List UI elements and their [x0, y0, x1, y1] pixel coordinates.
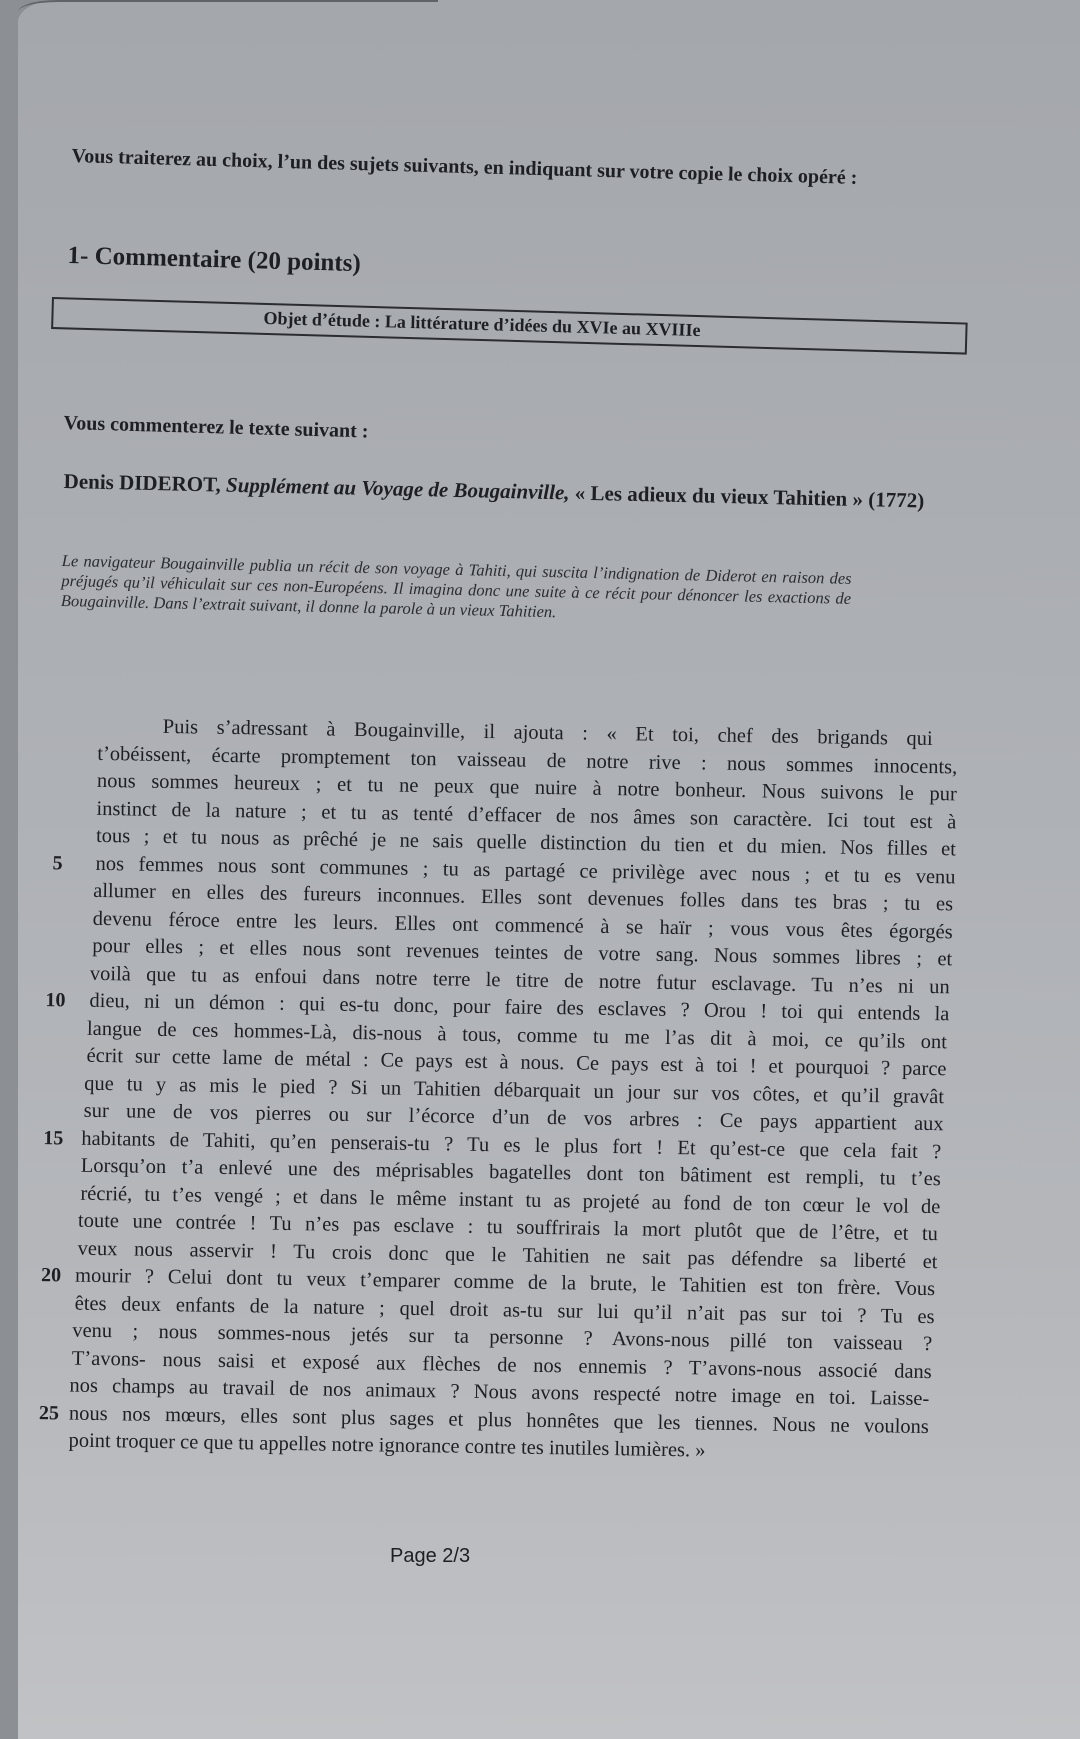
line-number [30, 1344, 70, 1345]
objet-etude-label: Objet d’étude : La littérature d’idées du XVIe au XVIIIe [263, 307, 701, 341]
line-text: nous nos mœurs, elles sont plus sages et plus honnêtes que les tiennes. Nous ne voulons [68, 1402, 930, 1438]
line-number [32, 1207, 72, 1208]
line-number: 10 [45, 989, 66, 1012]
line-number [31, 1289, 71, 1290]
line-text: nos femmes nous sont communes ; tu as partagé ce privilège avec nous ; et tu es venu [95, 852, 956, 888]
line-number [29, 1427, 69, 1428]
line-number: 20 [40, 1264, 62, 1287]
line-number [33, 1152, 73, 1153]
line-text: êtes deux enfants de la nature ; quel droit as-tu sur lui qu’il n’ait pas sur toi ? Tu es [74, 1292, 935, 1328]
line-number [34, 1069, 74, 1070]
line-text: Puis s’adressant à Bougainville, il ajouta : « Et toi, chef des brigands qui [162, 715, 933, 751]
line-text: veux nous asservir ! Tu crois donc que le Tahitien ne sait pas défendre sa liberté et [77, 1237, 938, 1273]
line-text: Lorsqu’on t’a enlevé une des méprisables bagatelles dont ton bâtiment est rempli, tu t’es [80, 1154, 941, 1191]
line-text: pour elles ; et elles nous sont revenues teintes de votre sang. Nous sommes libres ; et [92, 934, 953, 971]
line-text: toute une contrée ! Tu n’es pas esclave : tu souffrirais la mort plutôt que de l’être, et tu [77, 1209, 939, 1246]
line-text: que tu y as mis le pied ? Si un Tahitien débarquait un jour sur vos côtes, et qu’il gravât [84, 1072, 945, 1108]
intro-paragraph: Le navigateur Bougainville publia un récit de son voyage à Tahiti, qui suscita l’indignation de Diderot en raison des préjugés qu’il véhiculait sur ces non-Européens. Il imagina donc une suite à ce récit pour dénoncer les exactions de Bougainville. Dans l’extrait suivant, il donne la parole à un vieux Tahitien. [60, 551, 852, 622]
line-text: T’avons- nous saisi et exposé aux flèches de nos ennemis ? T’avons-nous associé dans [71, 1347, 932, 1383]
line-number [37, 932, 77, 933]
line-number [39, 794, 79, 795]
line-number: 15 [43, 1126, 64, 1149]
line-text: nos champs au travail de nos animaux ? Nous avons respecté notre image en toi. Laisse- [69, 1374, 930, 1411]
line-text: t’obéissent, écarte promptement ton vaisseau de notre rive : nous sommes innocents, [97, 742, 958, 778]
line-text: langue de ces hommes-Là, dis-nous à tous, comme tu me l’as dit à moi, ce qu’ils ont [86, 1017, 948, 1053]
line-number [30, 1372, 70, 1373]
line-number [37, 904, 77, 905]
passage-text [28, 712, 958, 1469]
line-text: devenu féroce entre les leurs. Elles ont commencé à se haïr ; vous vous êtes égorgés [92, 907, 953, 943]
line-number: 5 [52, 851, 63, 874]
page-number: Page 2/3 [390, 1545, 471, 1567]
section-title: 1- Commentaire (20 points) [67, 242, 362, 278]
line-number [36, 959, 76, 960]
line-number: 25 [38, 1401, 60, 1424]
line-text: voilà que tu as enfoui dans notre terre le titre de notre futur esclavage. Tu n’es ni un [89, 962, 950, 998]
line-text: récrié, tu t’es vengé ; et dans le même instant tu as projeté au fond de ton cœur le vol de [80, 1182, 941, 1218]
reference-work: Supplément au Voyage de Bougainville, [225, 472, 570, 505]
reference-author: Denis DIDEROT, [63, 468, 222, 497]
commentez-heading: Vous commenterez le texte suivant : [63, 412, 369, 443]
line-number [37, 877, 77, 878]
line-text: sur une de vos pierres ou sur l’écorce d’un de vos arbres : Ce pays appartient aux [83, 1099, 944, 1136]
line-number [39, 767, 79, 768]
line-text: tous ; et tu nous as prêché je ne sais quelle distinction du tien et du mien. Nos filles et [95, 824, 957, 861]
line-text: allumer en elles des fureurs inconnues. Elles sont devenues folles dans tes bras ; tu es [93, 879, 954, 916]
line-text: habitants de Tahiti, qu’en penserais-tu ? Tu es le plus fort ! Et qu’est-ce que cela fait ? [81, 1127, 942, 1163]
line-text: venu ; nous sommes-nous jetés sur ta personne ? Avons-nous pillé ton vaisseau ? [72, 1319, 933, 1356]
line-number [30, 1317, 70, 1318]
line-text: dieu, ni un démon : qui es-tu donc, pour faire des esclaves ? Orou ! toi qui entends la [89, 989, 950, 1026]
line-number [33, 1179, 73, 1180]
line-number [40, 739, 80, 740]
line-text: nous sommes heureux ; et tu ne peux que nuire à notre bonheur. Nous suivons le pur [96, 769, 957, 806]
instructions: Vous traiterez au choix, l’un des sujets suivants, en indiquant sur votre copie le choix opéré : [71, 145, 858, 189]
reference-rest: « Les adieux du vieux Tahitien » (1772) [574, 480, 925, 513]
line-text: écrit sur cette lame de métal : Ce pays est à nous. Ce pays est à toi ! et pourquoi ? parce [86, 1044, 947, 1081]
line-text: instinct de la nature ; et tu as tenté d’effacer de nos âmes son caractère. Ici tout est à [96, 797, 957, 833]
line-number [40, 712, 80, 713]
line-number [38, 822, 78, 823]
line-text: mourir ? Celui dont tu veux t’emparer comme de la brute, le Tahitien est ton frère. Vous [74, 1264, 936, 1301]
line-number [32, 1234, 72, 1235]
line-number [35, 1042, 75, 1043]
line-number [34, 1097, 74, 1098]
line-number [35, 1014, 75, 1015]
line-text: point troquer ce que tu appelles notre ignorance contre tes inutiles lumières. » [68, 1429, 706, 1462]
